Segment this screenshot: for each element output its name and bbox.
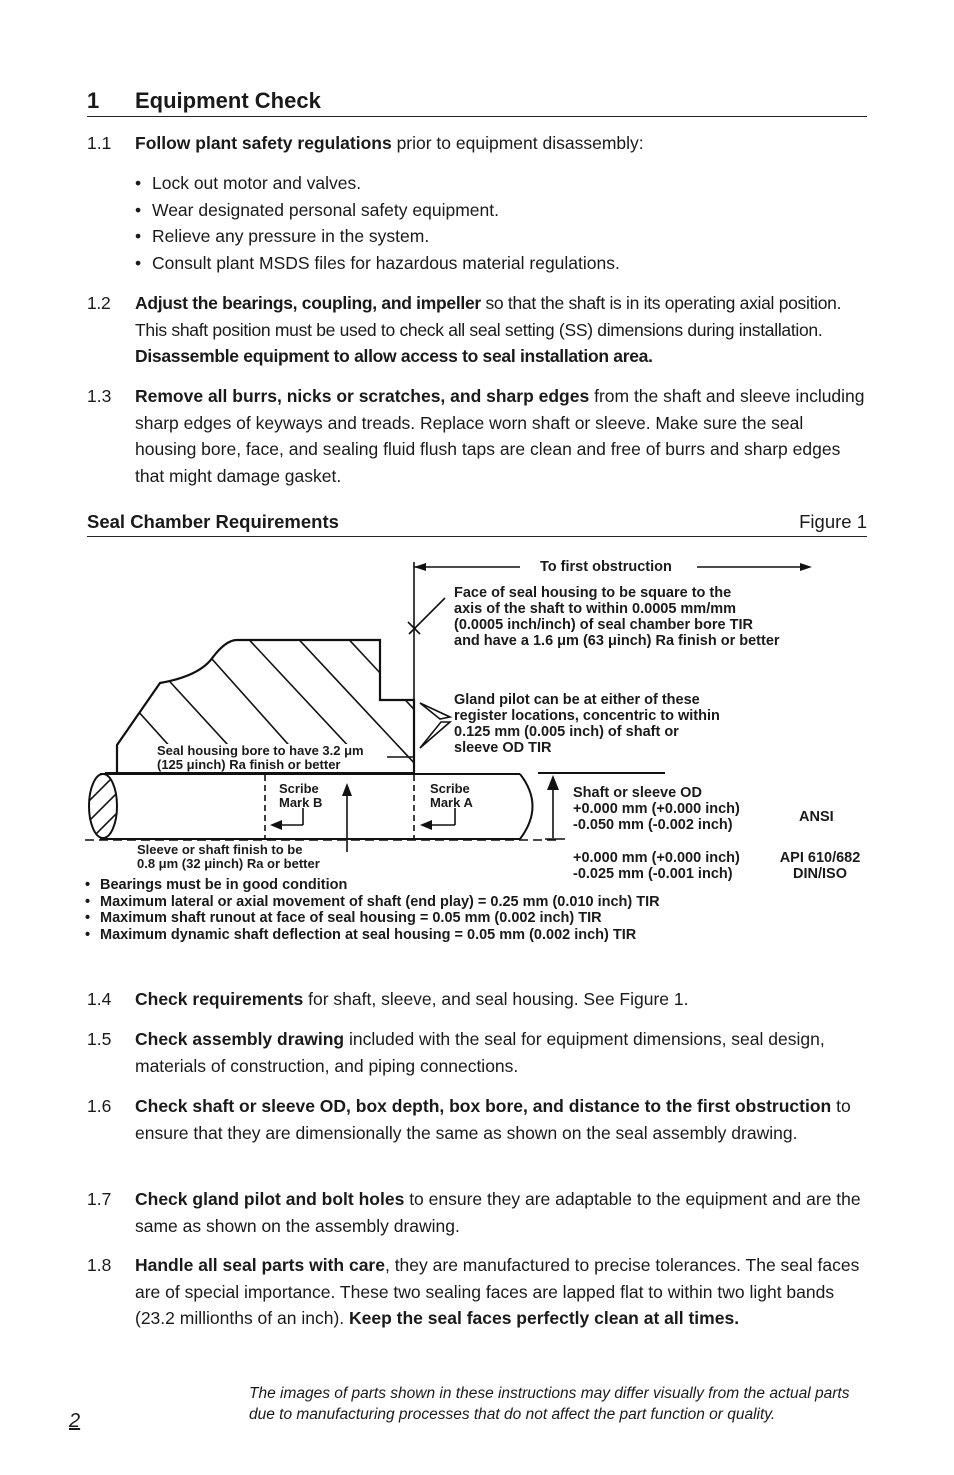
item-number: 1.6 — [87, 1096, 112, 1116]
list-item: • Wear designated personal safety equipment. — [135, 197, 620, 224]
list-item: • Lock out motor and valves. — [135, 170, 620, 197]
item-1-8 — [87, 1252, 867, 1332]
shaft-od-tolerance-api: +0.000 mm (+0.000 inch) -0.025 mm (-0.001 inch) — [573, 850, 740, 882]
item-bold: Remove all burrs, nicks or scratches, and sharp edges — [135, 386, 590, 406]
item-text: prior to equipment disassembly: — [391, 133, 644, 153]
item-number: 1.8 — [87, 1255, 112, 1275]
item-number: 1.1 — [87, 133, 112, 153]
item-number: 1.3 — [87, 386, 112, 406]
item-number: 1.4 — [87, 989, 112, 1009]
figure-label: Figure 1 — [799, 511, 867, 532]
list-item: • Relieve any pressure in the system. — [135, 223, 620, 250]
section-title: Equipment Check — [135, 88, 321, 113]
item-text: from the shaft and sleeve including sharp edges of keyways and treads. Replace worn shaft or sleeve. Make sure the seal housing bore, face, and sealing fluid flush taps are clean and free of burrs and sharp edges that might damage gasket. — [135, 386, 865, 486]
api-din-label: API 610/682 DIN/ISO — [779, 850, 861, 882]
face-note: Face of seal housing to be square to the axis of the shaft to within 0.0005 mm/mm (0.0005 inch/inch) of seal chamber bore TIR and have a 1.6 μm (63 μinch) Ra finish or better — [454, 585, 780, 649]
item-bold: Check requirements — [135, 989, 304, 1009]
item-1-5 — [87, 1026, 867, 1079]
item-number: 1.7 — [87, 1189, 112, 1209]
gland-pilot-note: Gland pilot can be at either of these register locations, concentric to within 0.125 mm (0.005 inch) of shaft or sleeve OD TIR — [454, 692, 720, 756]
item-1-6 — [87, 1093, 867, 1146]
item-1-4 — [87, 986, 867, 1013]
gland-pilot-arrow-lower — [420, 722, 450, 748]
item-text: to ensure that they are dimensionally the same as shown on the seal assembly drawing. — [135, 1096, 851, 1143]
list-item: • Consult plant MSDS files for hazardous material regulations. — [135, 250, 620, 277]
item-bold: Check shaft or sleeve OD, box depth, box bore, and distance to the first obstruction — [135, 1096, 832, 1116]
item-text: so that the shaft is in its operating axial position. This shaft position must be used to check all seal setting (SS) dimensions during installation. — [135, 293, 842, 340]
scribe-mark-a-label: Scribe Mark A — [430, 781, 473, 810]
page-number: 2 — [69, 1410, 81, 1432]
item-text: to ensure they are adaptable to the equipment and are the same as shown on the assembly drawing. — [135, 1189, 861, 1236]
item-number: 1.2 — [87, 293, 111, 313]
section-number: 1 — [87, 88, 100, 113]
item-bold-2: Keep the seal faces perfectly clean at all times. — [349, 1308, 740, 1328]
shaft-od-tolerance-ansi: Shaft or sleeve OD +0.000 mm (+0.000 inch) -0.050 mm (-0.002 inch) — [573, 785, 740, 833]
list-item: • Bearings must be in good condition — [85, 877, 660, 894]
bore-finish-note: Seal housing bore to have 3.2 μm (125 μinch) Ra finish or better — [157, 744, 387, 772]
gland-pilot-arrow-upper — [420, 703, 450, 719]
footer-disclaimer: The images of parts shown in these instructions may differ visually from the actual parts due to manufacturing processes that do not affect the part function or quality. — [249, 1385, 850, 1423]
item-number: 1.5 — [87, 1029, 112, 1049]
figure-title: Seal Chamber Requirements — [87, 511, 339, 532]
shaft-end — [520, 774, 533, 839]
list-item: • Maximum dynamic shaft deflection at seal housing = 0.05 mm (0.002 inch) TIR — [85, 927, 660, 944]
item-text: included with the seal for equipment dimensions, seal design, materials of construction, and piping connections. — [135, 1029, 825, 1076]
item-1-7 — [87, 1186, 867, 1239]
item-bold: Follow plant safety regulations — [135, 133, 392, 153]
item-text: , they are manufactured to precise tolerances. The seal faces are of special importance. These two sealing faces are lapped flat to within two light bands (23.2 millionths of an inch). — [135, 1255, 860, 1328]
item-text: for shaft, sleeve, and seal housing. See Figure 1. — [303, 989, 689, 1009]
item-bold: Handle all seal parts with care — [135, 1255, 385, 1275]
figure-notes — [85, 877, 660, 943]
item-bold: Adjust the bearings, coupling, and impeller — [135, 293, 481, 313]
item-bold: Check gland pilot and bolt holes — [135, 1189, 405, 1209]
shaft-end-hatch — [80, 770, 125, 860]
ansi-label: ANSI — [799, 809, 834, 825]
scribe-mark-b-label: Scribe Mark B — [279, 781, 323, 810]
to-first-obstruction-label: To first obstruction — [540, 559, 672, 575]
item-bold: Check assembly drawing — [135, 1029, 345, 1049]
item-bold-2: Disassemble equipment to allow access to seal installation area. — [135, 346, 653, 366]
list-item: • Maximum lateral or axial movement of shaft (end play) = 0.25 mm (0.010 inch) TIR — [85, 894, 660, 911]
sleeve-finish-note: Sleeve or shaft finish to be 0.8 μm (32 μinch) Ra or better — [137, 842, 320, 871]
list-item: • Maximum shaft runout at face of seal housing = 0.05 mm (0.002 inch) TIR — [85, 910, 660, 927]
